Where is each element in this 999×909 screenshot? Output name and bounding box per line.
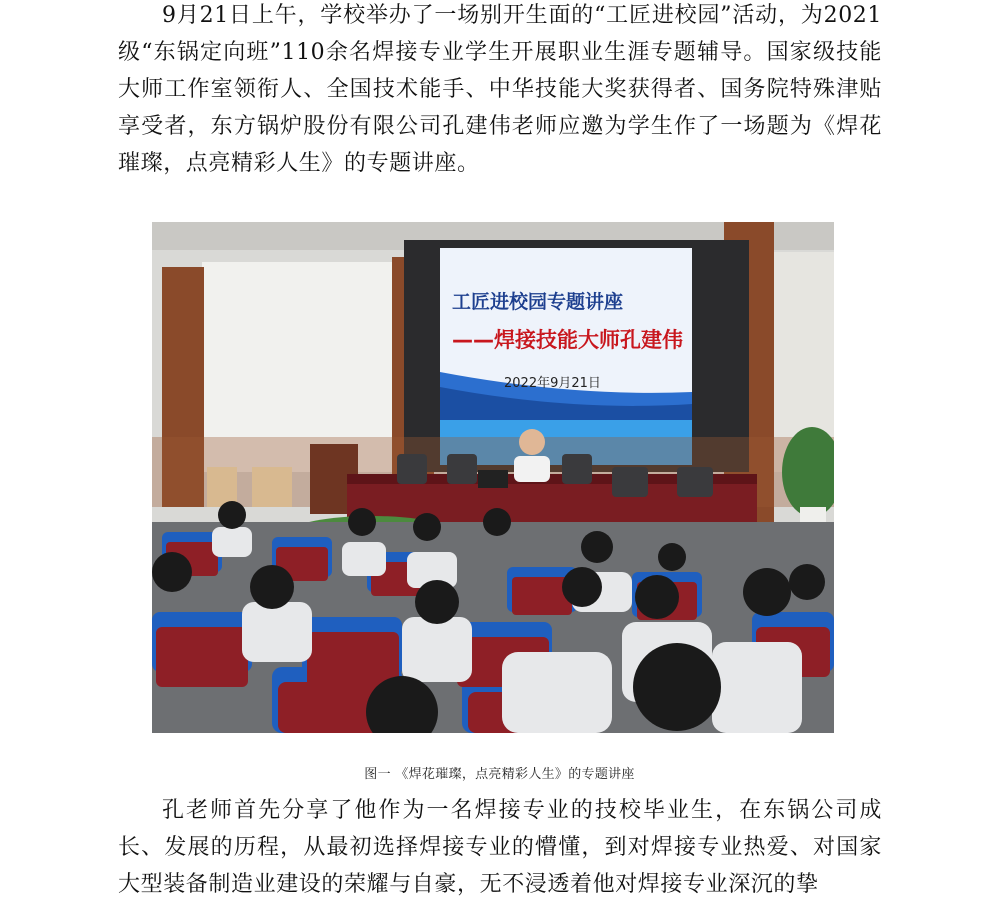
screen-subtitle: ——焊接技能大师孔建伟 — [452, 328, 683, 352]
figure-caption: 图一 《焊花璀璨，点亮精彩人生》的专题讲座 — [364, 767, 635, 782]
lecture-photo — [152, 222, 834, 733]
audience — [152, 501, 834, 733]
lecture-photo-illustration — [152, 222, 834, 733]
body-paragraph: 孔老师首先分享了他作为一名焊接专业的技校毕业生，在东锅公司成长、发展的历程，从最初选择焊接专业的懵懂，到对焊接专业热爱、对国家大型装备制造业建设的荣耀与自豪，无不浸透着他对焊接专业深沉的挚 — [118, 798, 882, 897]
screen-date: 2022年9月21日 — [504, 376, 601, 391]
intro-paragraph: 9月21日上午，学校举办了一场别开生面的“工匠进校园”活动，为2021级“东锅定向班”110余名焊接专业学生开展职业生涯专题辅导。国家级技能大师工作室领衔人、全国技术能手、中华技能大奖获得者、国务院特殊津贴享受者，东方锅炉股份有限公司孔建伟老师应邀为学生作了一场题为《焊花璀璨，点亮精彩人生》的专题讲座。 — [118, 3, 882, 176]
screen-title: 工匠进校园专题讲座 — [452, 291, 624, 313]
